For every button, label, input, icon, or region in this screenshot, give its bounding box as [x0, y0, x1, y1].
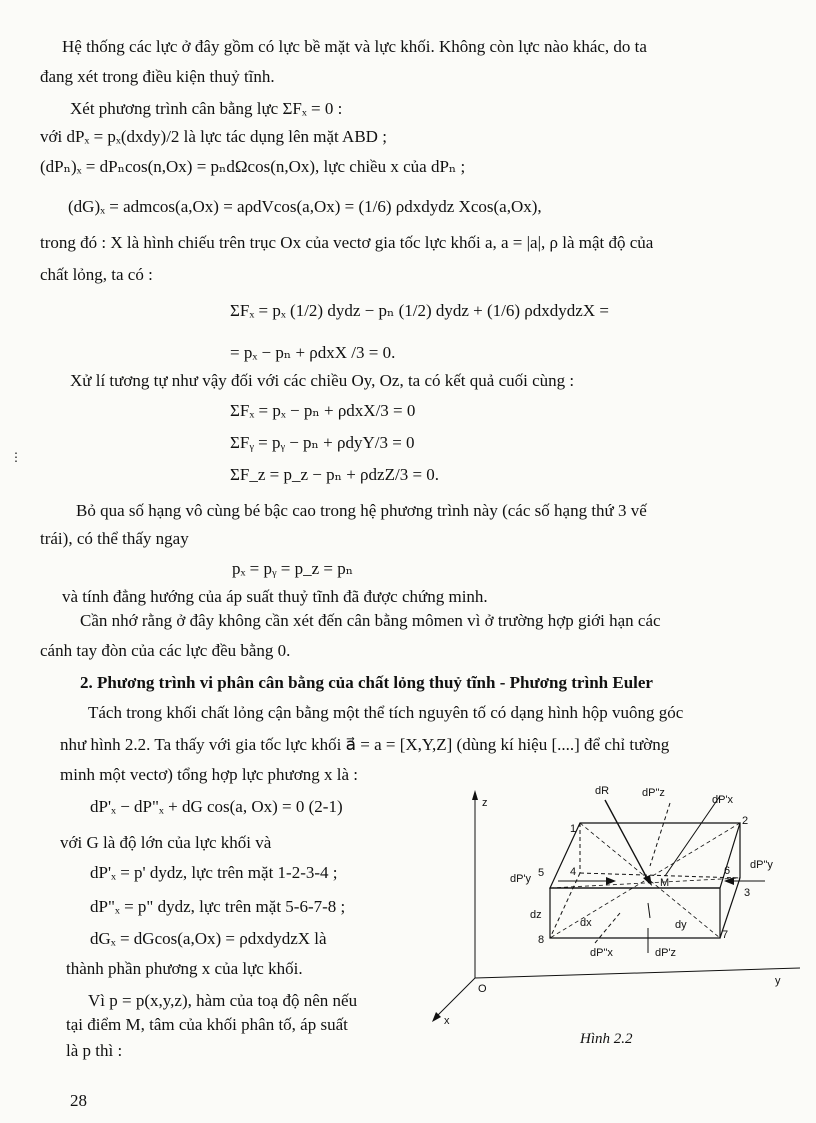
page-number: 28	[70, 1091, 87, 1110]
x-axis	[435, 978, 475, 1018]
dPy-pp-label: dP"y	[750, 859, 773, 871]
paragraph-line: với G là độ lớn của lực khối và	[60, 833, 272, 852]
equation: dP'ₓ − dP"ₓ + dG cos(a, Ox) = 0 (2-1)	[90, 797, 343, 816]
vertex-2: 2	[742, 815, 749, 827]
dPx-p-label: dP'x	[712, 794, 734, 806]
dPz-p-label: dP'z	[655, 947, 677, 959]
equation: pₓ = pᵧ = p_z = pₙ	[232, 559, 354, 578]
equation: (dG)ₓ = admcos(a,Ox) = aρdVcos(a,Ox) = (1/6) ρdxdydz Xcos(a,Ox),	[68, 197, 542, 216]
figure-caption: Hình 2.2	[580, 1031, 633, 1047]
paragraph-line: Hệ thống các lực ở đây gồm có lực bề mặt và lực khối. Không còn lực nào khác, do ta	[62, 37, 647, 56]
z-axis-arrow	[472, 790, 478, 800]
dPx-arrow	[665, 796, 720, 876]
dPy-p-label: dP'y	[510, 873, 532, 885]
point-M-label: M	[660, 877, 670, 889]
dPx-pp-label: dP"x	[590, 947, 613, 959]
vertex-4: 4	[570, 866, 577, 878]
equation: ΣFᵧ = pᵧ − pₙ + ρdyY/3 = 0	[230, 433, 415, 452]
paragraph-line: chất lỏng, ta có :	[40, 265, 153, 284]
dR-label: dR	[595, 785, 610, 797]
paragraph-line: minh một vectơ) tổng hợp lực phương x là :	[60, 765, 358, 784]
dz-label: dz	[530, 909, 542, 921]
vertex-7: 7	[722, 929, 729, 941]
paragraph-line: Tách trong khối chất lỏng cận bằng một thể tích nguyên tố có dạng hình hộp vuông góc	[88, 703, 684, 722]
dR-arrowhead	[643, 875, 652, 886]
box-front-face	[550, 888, 720, 938]
dPy2-arrowhead	[724, 877, 734, 885]
dPy-arrowhead	[606, 877, 616, 885]
vertex-5: 5	[538, 867, 545, 879]
paragraph-line: tại điểm M, tâm của khối phân tố, áp suất	[66, 1015, 348, 1034]
paragraph-line: trong đó : X là hình chiếu trên trục Ox của vectơ gia tốc lực khối a, a = |a|, ρ là mật độ của	[40, 233, 654, 252]
paragraph-line: với dPₓ = pₓ(dxdy)/2 là lực tác dụng lên mặt ABD ;	[40, 127, 387, 146]
hidden-edge	[550, 873, 580, 938]
dR-arrow	[605, 800, 648, 880]
paragraph-line: đang xét trong điều kiện thuỷ tĩnh.	[40, 67, 275, 86]
paragraph-line: và tính đẳng hướng của áp suất thuỷ tĩnh đã được chứng minh.	[62, 587, 488, 606]
equation: (dPₙ)ₓ = dPₙcos(n,Ox) = pₙdΩcos(n,Ox), lực chiều x của dPₙ ;	[40, 157, 466, 176]
vertex-1: 1	[570, 823, 577, 835]
paragraph-line: Xét phương trình cân bằng lực ΣFₓ = 0 :	[70, 99, 343, 118]
vertex-6: 6	[724, 865, 731, 877]
paragraph-line: như hình 2.2. Ta thấy với gia tốc lực khối a⃗ = a = [X,Y,Z] (dùng kí hiệu [....] để chỉ tường	[60, 735, 670, 754]
y-label: y	[775, 975, 781, 987]
equation: dGₓ = dGcos(a,Ox) = ρdxdydzX là	[90, 929, 327, 948]
origin-label: O	[478, 983, 487, 995]
dy-label: dy	[675, 919, 687, 931]
equation: ΣF_z = p_z − pₙ + ρdzZ/3 = 0.	[230, 465, 440, 484]
equation: dP'ₓ = p' dydz, lực trên mặt 1-2-3-4 ;	[90, 863, 338, 882]
paragraph-line: cánh tay đòn của các lực đều bằng 0.	[40, 641, 291, 660]
dx-label: dx	[580, 917, 592, 929]
vertex-3: 3	[744, 887, 751, 899]
margin-mark: ⋮	[10, 450, 22, 464]
paragraph-line: trái), có thể thấy ngay	[40, 529, 189, 548]
paragraph-line: Bỏ qua số hạng vô cùng bé bậc cao trong hệ phương trình này (các số hạng thứ 3 vế	[76, 501, 647, 520]
dPz-arrow	[650, 803, 670, 866]
dPz-pp-label: dP"z	[642, 787, 665, 799]
paragraph-line: Vì p = p(x,y,z), hàm của toạ độ nên nếu	[88, 991, 358, 1010]
figure-2-2	[430, 778, 806, 1038]
section-heading: 2. Phương trình vi phân cân bằng của chất lỏng thuỷ tĩnh - Phương trình Euler	[80, 673, 653, 692]
dG-arrow	[648, 903, 650, 918]
z-label: z	[482, 797, 488, 809]
paragraph-line: là p thì :	[66, 1041, 123, 1060]
paragraph-line: thành phần phương x của lực khối.	[66, 959, 303, 978]
paragraph-line: Cần nhớ rằng ở đây không cần xét đến cân bằng mômen vì ở trường hợp giới hạn các	[80, 611, 661, 630]
y-axis	[475, 968, 800, 978]
vertex-8: 8	[538, 934, 545, 946]
paragraph-line: Xử lí tương tự như vậy đối với các chiều Oy, Oz, ta có kết quả cuối cùng :	[70, 371, 575, 390]
equation: ΣFₓ = pₓ − pₙ + ρdxX/3 = 0	[230, 401, 416, 420]
equation: = pₓ − pₙ + ρdxX /3 = 0.	[230, 343, 396, 362]
equation: ΣFₓ = pₓ (1/2) dydz − pₙ (1/2) dydz + (1/6) ρdxdydzX =	[230, 301, 609, 320]
x-label: x	[444, 1015, 450, 1027]
equation: dP"ₓ = p" dydz, lực trên mặt 5-6-7-8 ;	[90, 897, 346, 916]
